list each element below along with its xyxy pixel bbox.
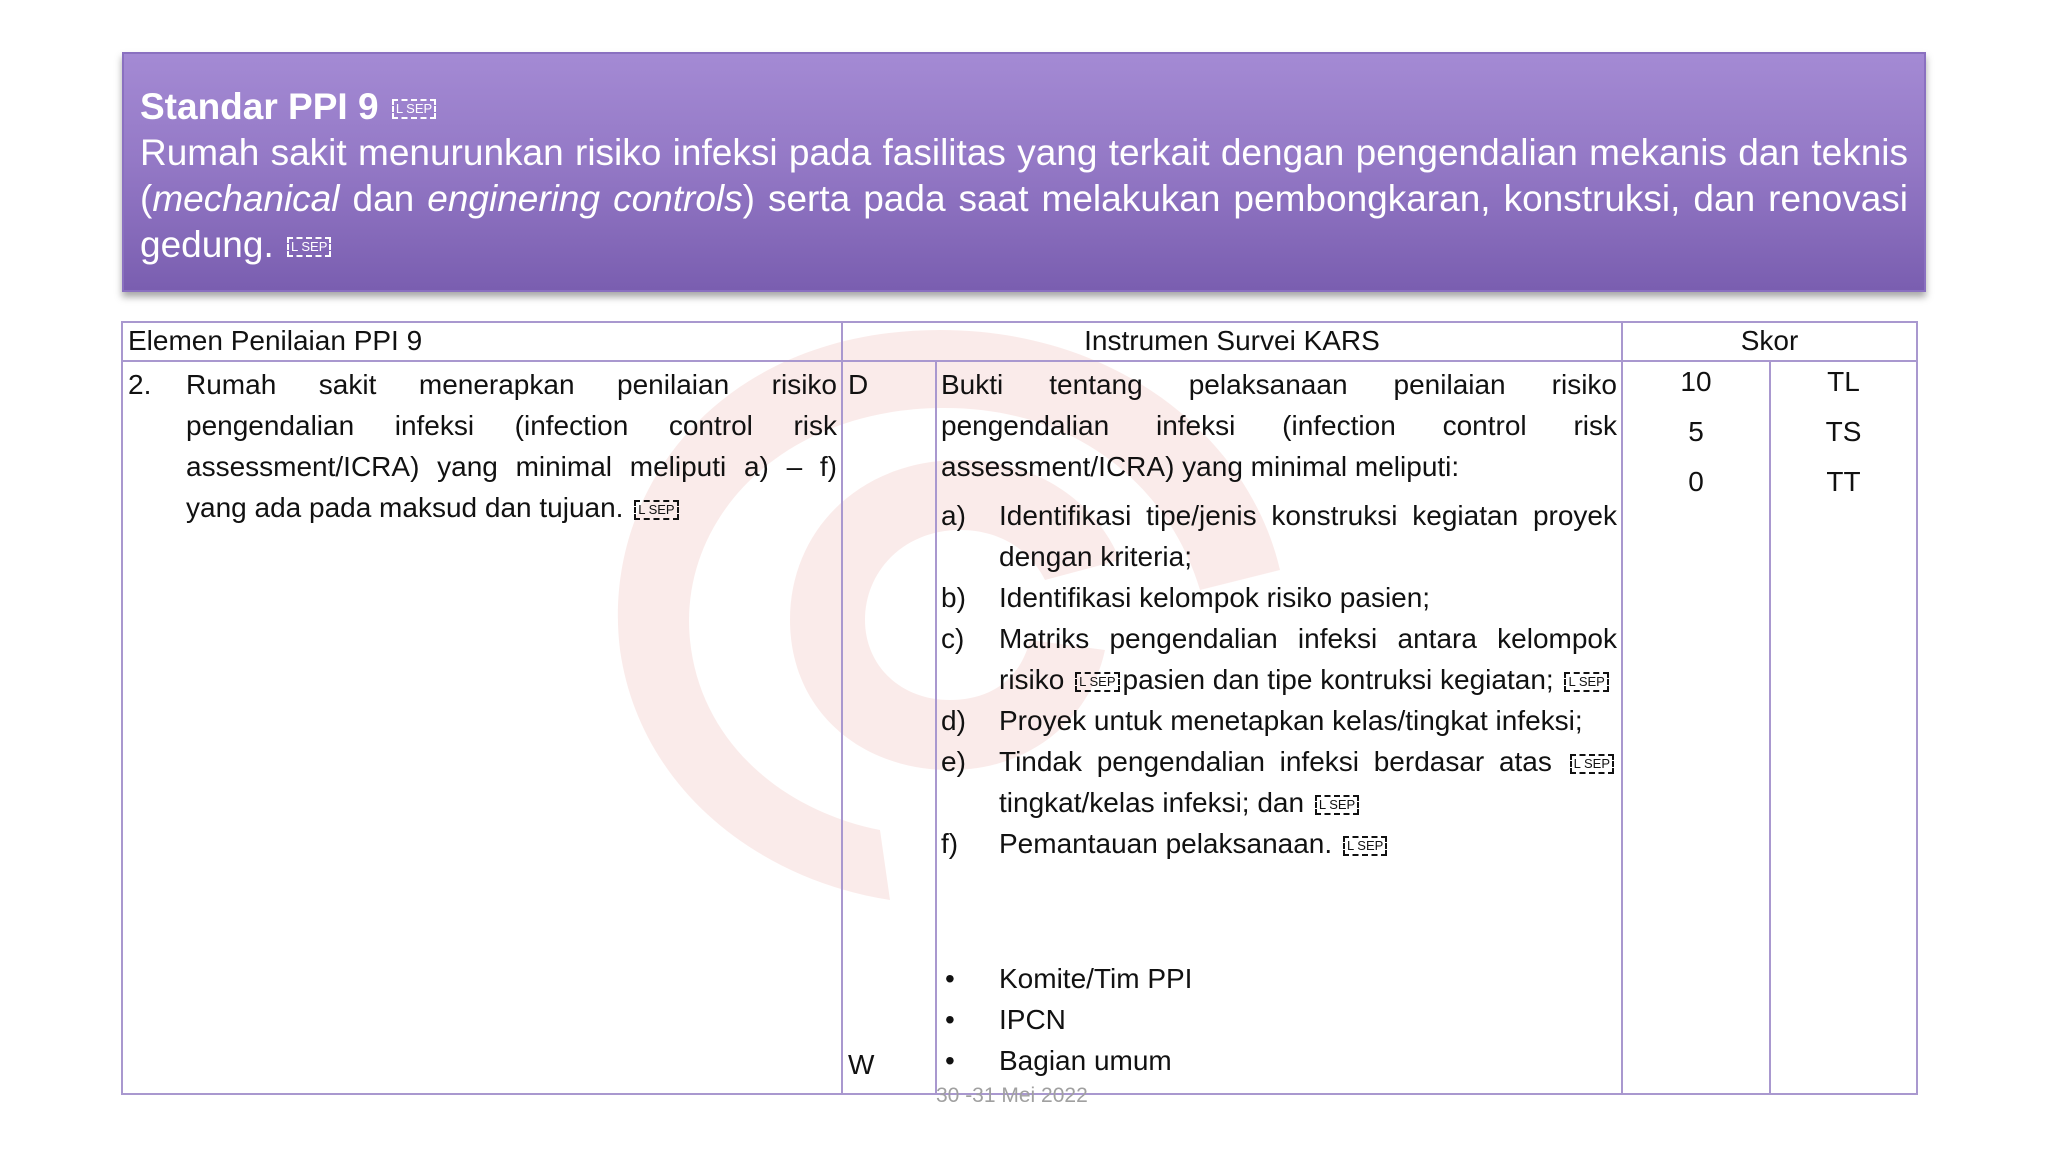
list-text: Tindak pengendalian infeksi berdasar atas L SEPtingkat/kelas infeksi; dan L SEP [999, 741, 1617, 823]
bullet-icon: • [945, 963, 955, 994]
list-item [941, 618, 1617, 700]
list-item [941, 999, 1617, 1040]
standard-title: Standar PPI 9 L SEP [140, 84, 1908, 130]
list-marker: a) [941, 500, 966, 531]
list-marker: b) [941, 582, 966, 613]
sep-glyph: L SEP [634, 500, 678, 520]
table-row [122, 361, 1917, 1094]
header-elemen: Elemen Penilaian PPI 9 [122, 322, 842, 361]
list-text: IPCN [999, 1004, 1066, 1035]
list-item [941, 577, 1617, 618]
sep-glyph: L SEP [392, 99, 436, 119]
score-value: 5 [1688, 416, 1704, 447]
list-item [941, 700, 1617, 741]
list-text: Proyek untuk menetapkan kelas/tingkat infeksi; [999, 705, 1583, 736]
list-item [941, 1040, 1617, 1081]
list-text: Komite/Tim PPI [999, 963, 1193, 994]
sep-glyph: L SEP [287, 237, 331, 257]
list-item [941, 495, 1617, 577]
score-code: TT [1826, 466, 1861, 497]
list-marker: c) [941, 623, 965, 654]
score-cell [1622, 361, 1770, 1094]
sep-glyph: L SEP [1564, 672, 1608, 692]
standard-header [122, 52, 1926, 292]
list-text: Matriks pengendalian infeksi antara kelompok risiko L SEP pasien dan tipe kontruksi kegiatan; L SEP [999, 623, 1617, 695]
list-item [941, 823, 1617, 864]
list-marker: d) [941, 705, 966, 736]
instrumen-list [941, 495, 1617, 864]
score-code: TS [1825, 416, 1862, 447]
bullet-icon: • [945, 1045, 955, 1076]
list-text: Identifikasi tipe/jenis konstruksi kegiatan proyek dengan kriteria; [999, 500, 1617, 572]
score-code: TL [1827, 366, 1860, 397]
elemen-text: Rumah sakit menerapkan penilaian risiko pengendalian infeksi (infection control risk assessment/ICRA) yang minimal meliputi a) – f) yang ada pada maksud dan tujuan. L SEP [186, 369, 837, 523]
instrumen-intro: Bukti tentang pelaksanaan penilaian risiko pengendalian infeksi (infection control risk assessment/ICRA) yang minimal meliputi: [941, 369, 1617, 482]
list-marker: e) [941, 746, 966, 777]
standard-description: Rumah sakit menurunkan risiko infeksi pada fasilitas yang terkait dengan pengendalian mekanis dan teknis (mechanical dan enginering controls) serta pada saat melakukan pembongkaran, konstruksi, dan renovasi gedung. L SEP [140, 132, 1909, 265]
method-document: D [848, 369, 869, 400]
assessment-table [121, 321, 1918, 1095]
instrumen-cell [936, 361, 1622, 1094]
header-instrumen: Instrumen Survei KARS [842, 322, 1622, 361]
method-interview: W [848, 1049, 875, 1080]
sep-glyph: L SEP [1570, 754, 1614, 774]
list-item [941, 741, 1617, 823]
header-skor: Skor [1622, 322, 1917, 361]
sep-glyph: L SEP [1315, 795, 1359, 815]
list-text: Bagian umum [999, 1045, 1172, 1076]
score-code-cell [1770, 361, 1917, 1094]
list-item [941, 958, 1617, 999]
table-header-row [122, 322, 1917, 361]
list-marker: f) [941, 828, 959, 859]
elemen-cell [122, 361, 842, 1094]
bullet-icon: • [945, 1004, 955, 1035]
sep-glyph: L SEP [1075, 672, 1119, 692]
sep-glyph: L SEP [1343, 836, 1387, 856]
score-value: 10 [1680, 366, 1712, 397]
interviewee-list [941, 958, 1617, 1081]
elemen-number: 2. [128, 369, 152, 400]
list-text: Identifikasi kelompok risiko pasien; [999, 582, 1431, 613]
method-cell [842, 361, 936, 1094]
footer-date: 30 -31 Mei 2022 [936, 1084, 1088, 1107]
list-text: Pemantauan pelaksanaan. L SEP [999, 823, 1617, 864]
score-value: 0 [1688, 466, 1704, 497]
